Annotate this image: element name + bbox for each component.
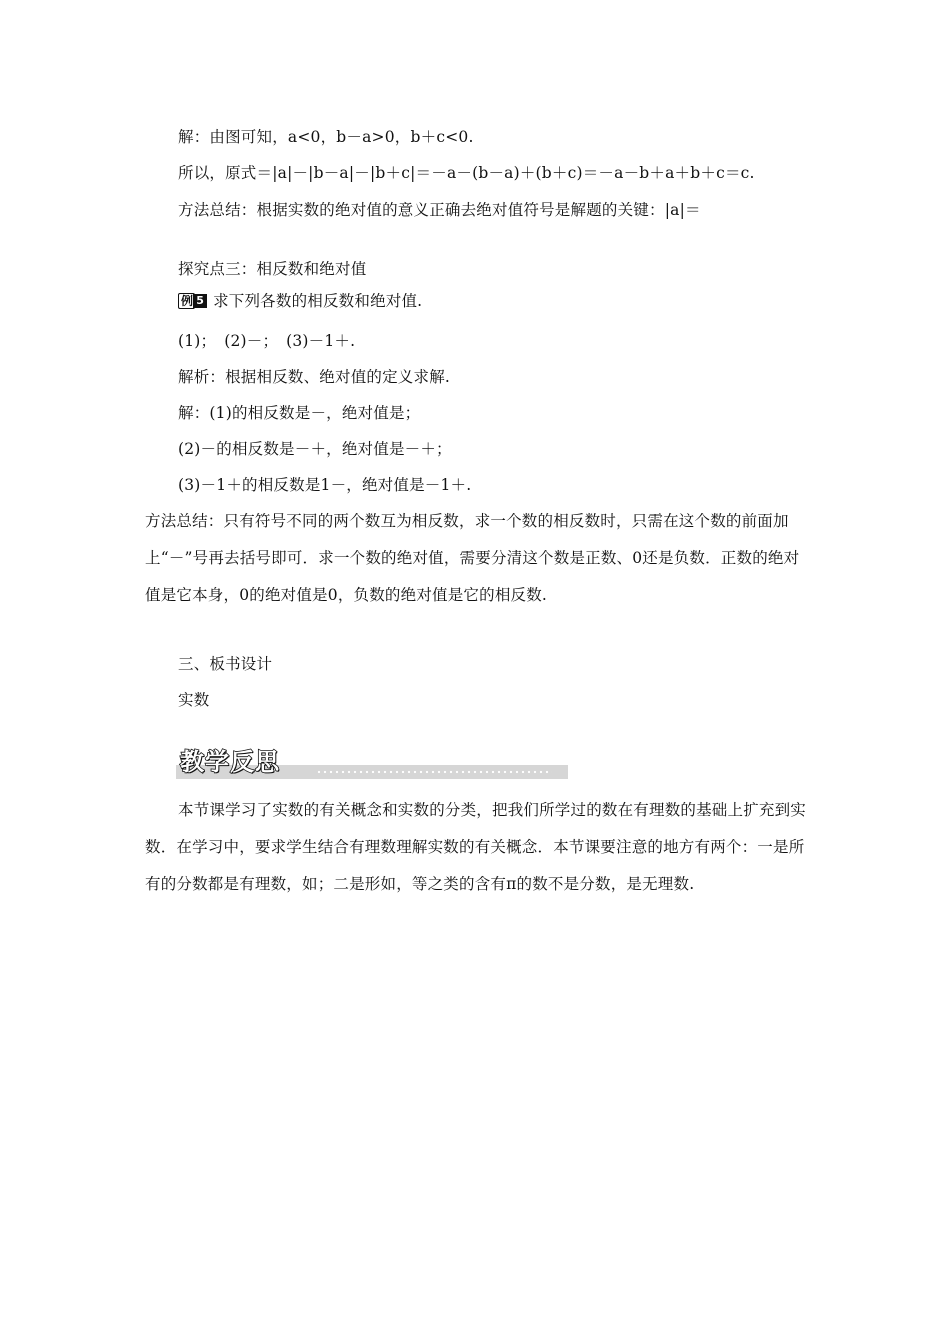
example-line (178, 290, 422, 312)
banner-dots (316, 770, 552, 774)
example-badge-label: 例 (178, 293, 195, 309)
solution-line-2: (2)－的相反数是－＋，绝对值是－＋； (178, 440, 452, 458)
example-badge-number: 5 (193, 294, 207, 308)
equation-line: 所以，原式＝|a|－|b－a|－|b＋c|＝－a－(b－a)＋(b＋c)＝－a－b＋a＋b＋c＝c. (178, 164, 755, 182)
analysis-line: 解析：根据相反数、绝对值的定义求解. (178, 368, 451, 386)
method-summary-paragraph: 方法总结：只有符号不同的两个数互为相反数，求一个数的相反数时，只需在这个数的前面加上“－”号再去括号即可．求一个数的绝对值，需要分清这个数是正数、0还是负数．正数的绝对值是它本身，0的绝对值是0，负数的绝对值是它的相反数. (145, 512, 800, 604)
example-question: 求下列各数的相反数和绝对值. (213, 292, 423, 310)
solution-line-3: (3)－1＋的相反数是1－，绝对值是－1＋. (178, 476, 472, 494)
banner-title: 教学反思 (180, 748, 280, 776)
solution-line-1: 解：(1)的相反数是－，绝对值是； (178, 404, 421, 422)
sub-questions: (1)； (2)－； (3)－1＋. (178, 332, 356, 350)
board-design-heading: 三、板书设计 (178, 655, 273, 673)
reflection-text: 本节课学习了实数的有关概念和实数的分类，把我们所学过的数在有理数的基础上扩充到实数．在学习中，要求学生结合有理数理解实数的有关概念．本节课要注意的地方有两个：一是所有的分数都是有理数，如；二是形如，等之类的含有π的数不是分数，是无理数. (145, 801, 807, 893)
example-badge (178, 289, 207, 311)
method-summary-line: 方法总结：根据实数的绝对值的意义正确去绝对值符号是解题的关键：|a|＝ (178, 201, 701, 219)
reflection-paragraph (145, 792, 813, 903)
solution-line: 解：由图可知，a<0，b－a>0，b＋c<0. (178, 128, 474, 146)
section-heading: 探究点三：相反数和绝对值 (178, 260, 367, 278)
board-design-content: 实数 (178, 691, 210, 709)
teaching-reflection-banner (176, 745, 570, 781)
